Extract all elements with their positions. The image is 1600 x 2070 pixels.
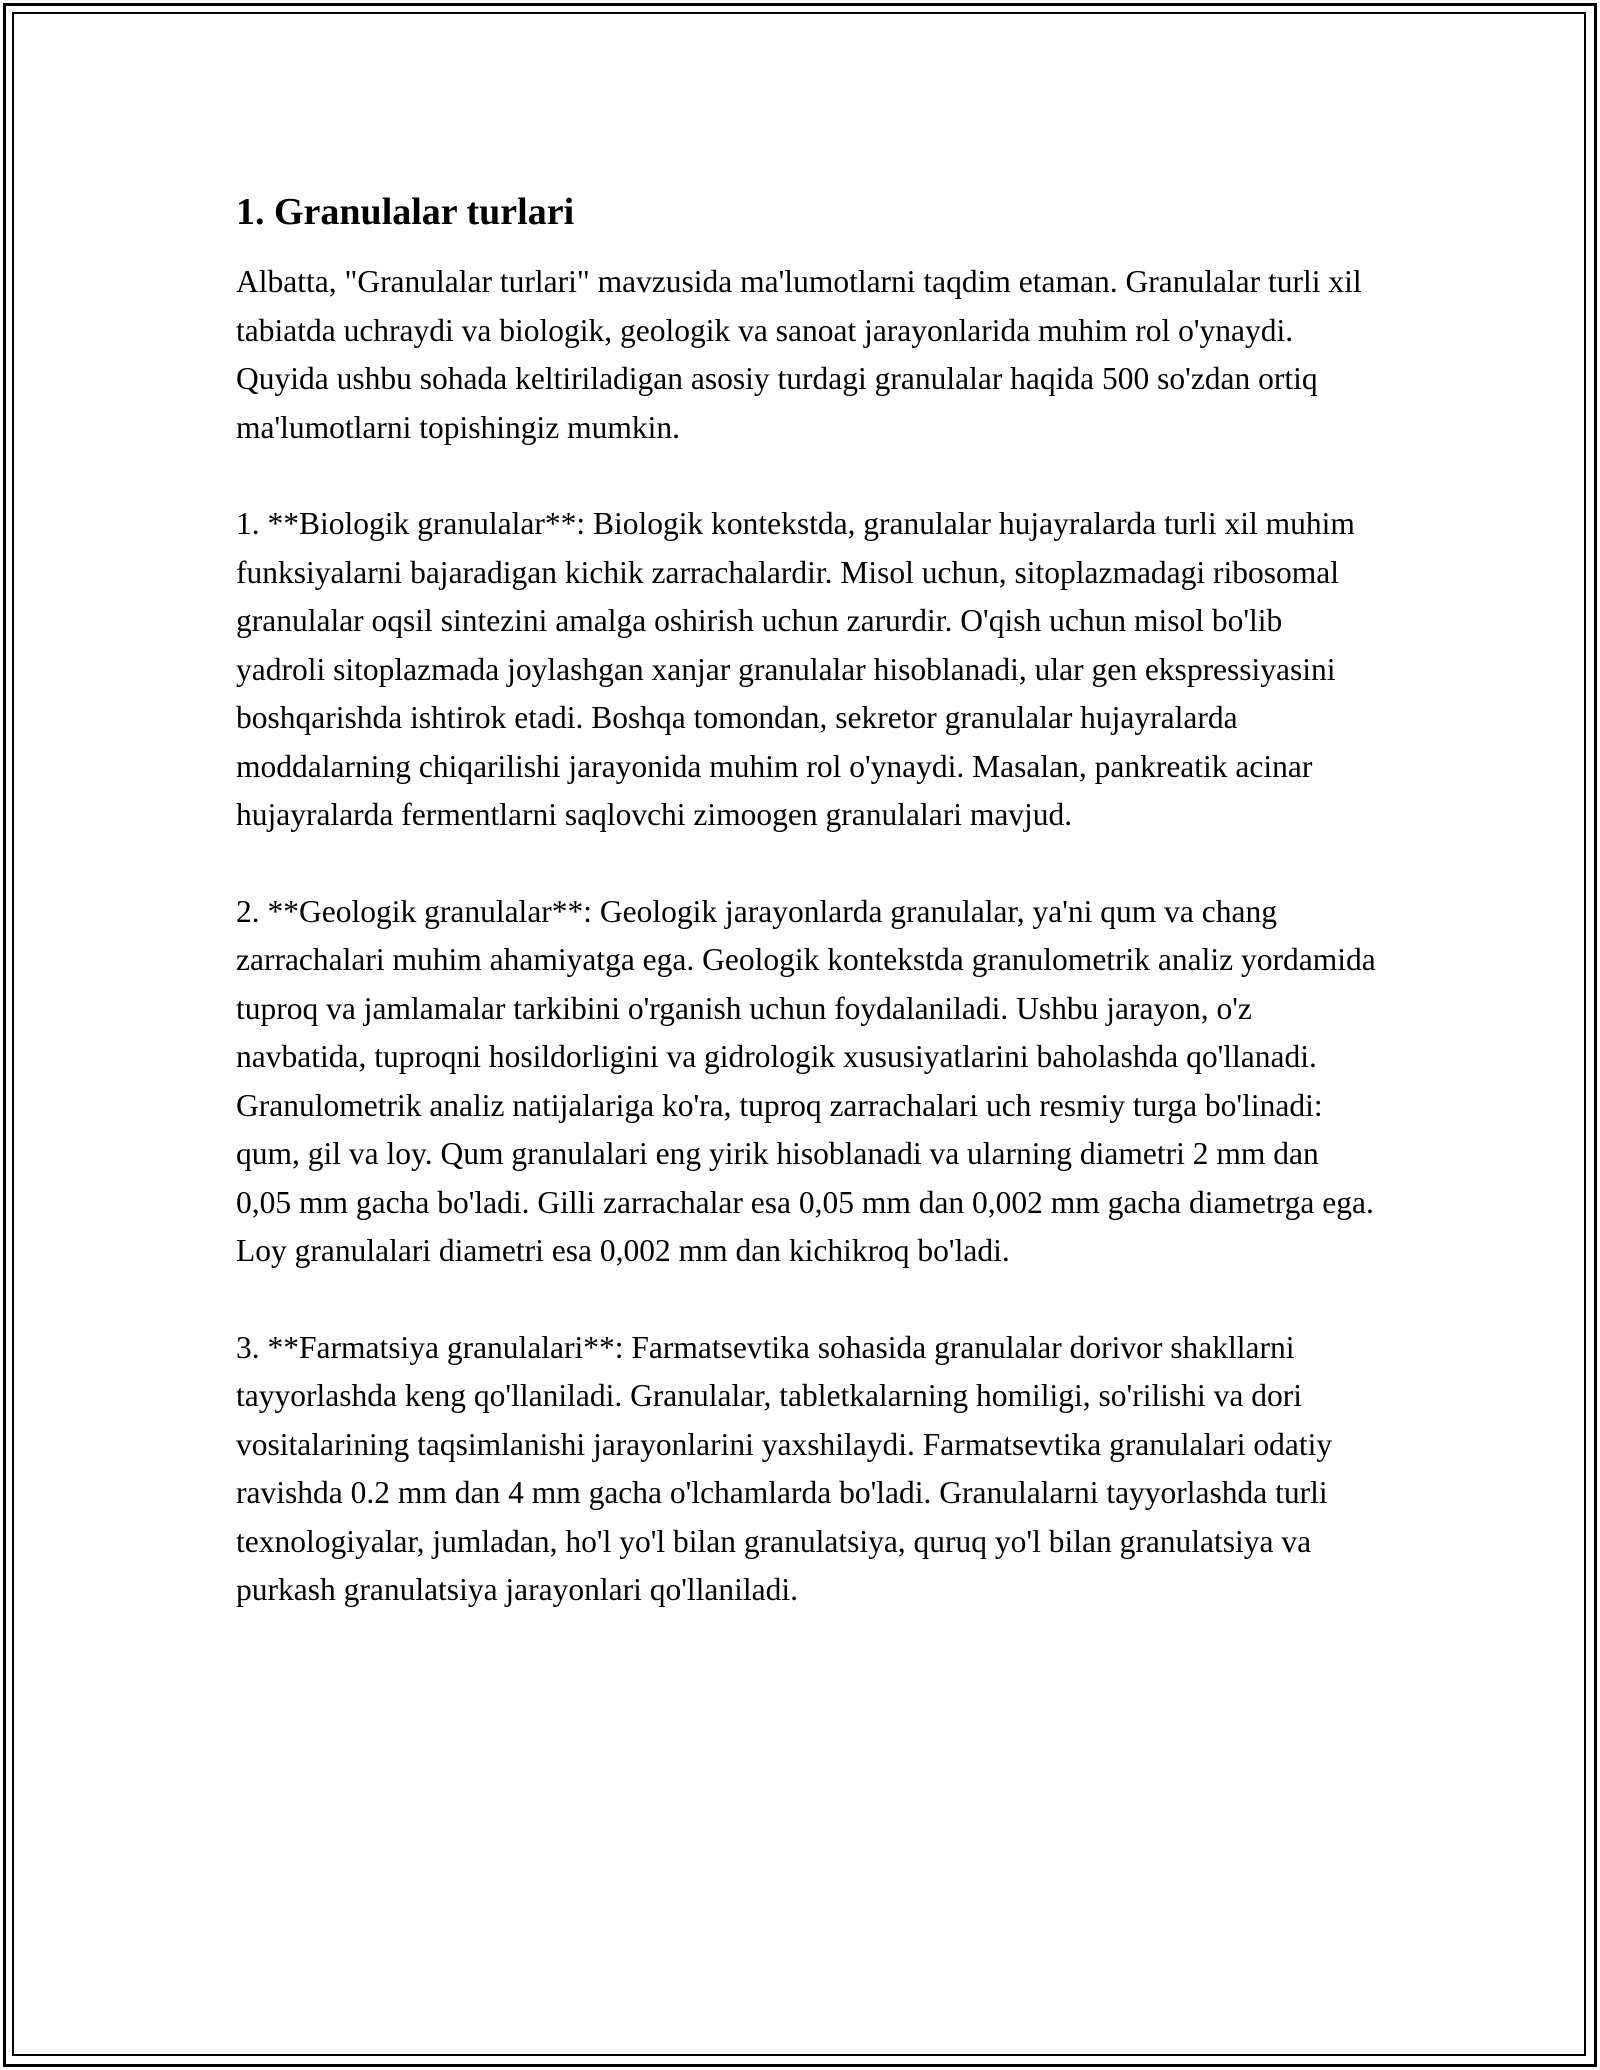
section-heading: 1. Granulalar turlari (236, 191, 575, 233)
document-body (236, 188, 1376, 1663)
farmatsiya-granulalari-paragraph: 3. **Farmatsiya granulalari**: Farmatsevtika sohasida granulalar dorivor shakllarni tayyorlashda keng qo'llaniladi. Granulalar, tabletkalarning homiligi, so'rilishi va dori vositalarining taqsimlanishi jarayonlarini yaxshilaydi. Farmatsevtika granulalari odatiy ravishda 0.2 mm dan 4 mm gacha o'lchamlarda bo'ladi. Granulalarni tayyorlashda turli texnologiyalar, jumladan, ho'l yo'l bilan granulatsiya, quruq yo'l bilan granulatsiya va purkash granulatsiya jarayonlari qo'llaniladi. (236, 1329, 1333, 1607)
geologik-granulalar-paragraph: 2. **Geologik granulalar**: Geologik jarayonlarda granulalar, ya'ni qum va chang zarrachalari muhim ahamiyatga ega. Geologik kontekstda granulometrik analiz yordamida tuproq va jamlamalar tarkibini o'rganish uchun foydalaniladi. Ushbu jarayon, o'z navbatida, tuproqni hosildorligini va gidrologik xususiyatlarini baholashda qo'llanadi. Granulometrik analiz natijalariga ko'ra, tuproq zarrachalari uch resmiy turga bo'linadi: qum, gil va loy. Qum granulalari eng yirik hisoblanadi va ularning diametri 2 mm dan 0,05 mm gacha bo'ladi. Gilli zarrachalar esa 0,05 mm dan 0,002 mm gacha diametrga ega. Loy granulalari diametri esa 0,002 mm dan kichikroq bo'ladi. (236, 893, 1376, 1268)
biologik-granulalar-paragraph: 1. **Biologik granulalar**: Biologik kontekstda, granulalar hujayralarda turli xil muhim funksiyalarni bajaradigan kichik zarrachalardir. Misol uchun, sitoplazmadagi ribosomal granulalar oqsil sintezini amalga oshirish uchun zarurdir. O'qish uchun misol bo'lib yadroli sitoplazmada joylashgan xanjar granulalar hisoblanadi, ular gen ekspressiyasini boshqarishda ishtirok etadi. Boshqa tomondan, sekretor granulalar hujayralarda moddalarning chiqarilishi jarayonida muhim rol o'ynaydi. Masalan, pankreatik acinar hujayralarda fermentlarni saqlovchi zimoogen granulalari mavjud. (236, 506, 1355, 832)
intro-paragraph: Albatta, "Granulalar turlari" mavzusida ma'lumotlarni taqdim etaman. Granulalar turli xil tabiatda uchraydi va biologik, geologik va sanoat jarayonlarida muhim rol o'ynaydi. Quyida ushbu sohada keltiriladigan asosiy turdagi granulalar haqida 500 so'zdan ortiq ma'lumotlarni topishingiz mumkin. (236, 264, 1362, 445)
